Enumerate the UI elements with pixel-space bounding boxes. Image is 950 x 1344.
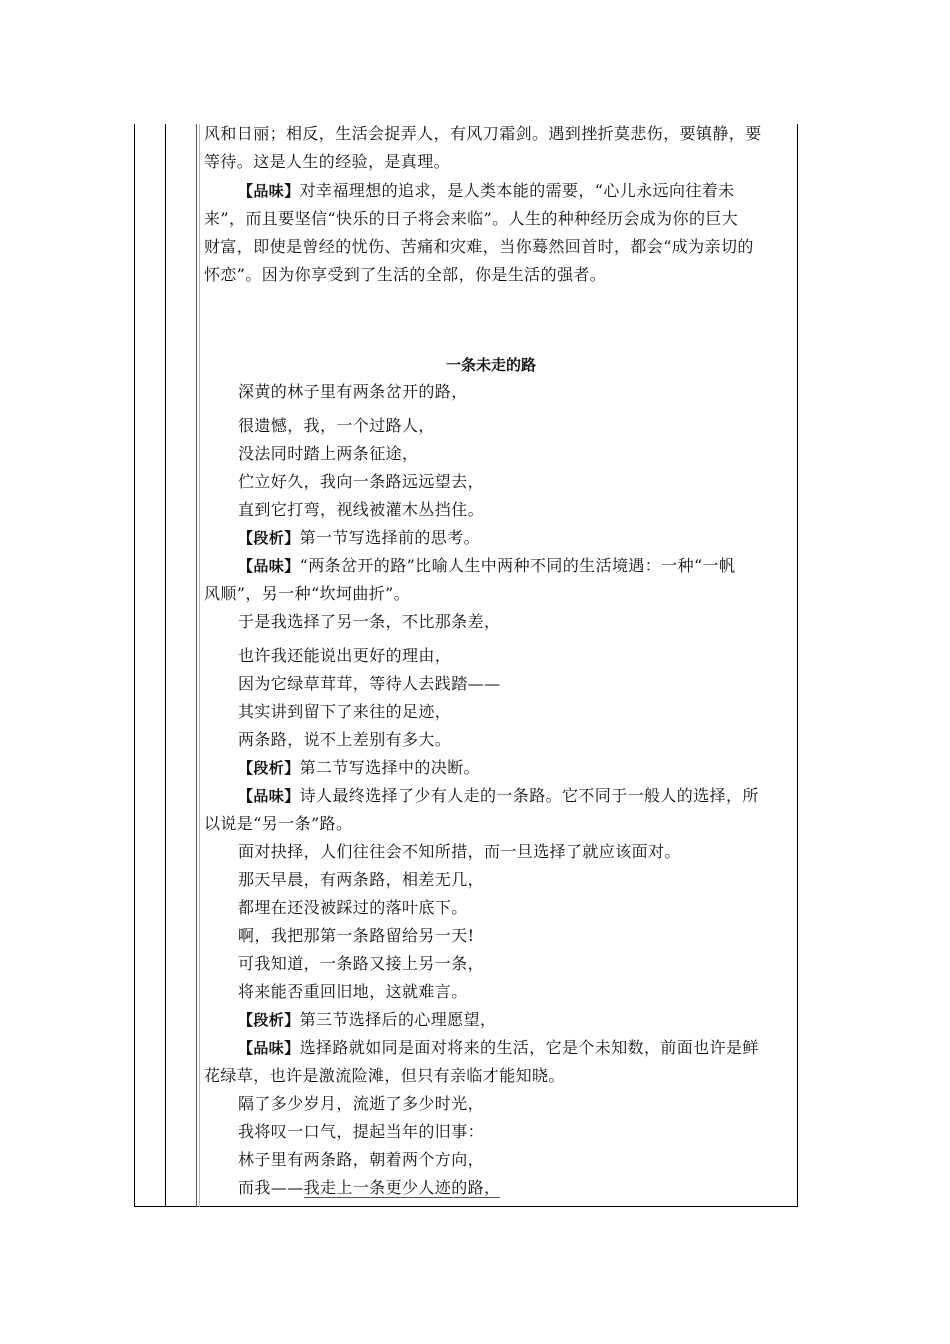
pinwei-paragraph (238, 786, 759, 806)
poem-line: 直到它打弯，视线被灌木丛挡住。 (238, 500, 485, 519)
duanxi-label: 【段析】 (238, 1011, 300, 1029)
poem-line (238, 382, 468, 402)
text-span: “两条岔开的路”比喻人生中两种不同的生活境遇：一种“一帆 (299, 556, 736, 575)
column-divider (199, 124, 200, 1207)
pinwei-paragraph (238, 556, 735, 576)
poem-line: 因为它绿草茸茸，等待人去践踏—— (238, 674, 501, 693)
pinwei-label: 【品味】 (238, 557, 300, 575)
pinwei-label: 【品味】 (238, 1039, 300, 1057)
poem-line: 将来能否重回旧地，这就难言。 (238, 982, 468, 1001)
text-line: 风和日丽；相反，生活会捉弄人，有风刀霜剑。遇到挫折莫悲伤，要镇静，要 (204, 124, 762, 143)
poem-line: 也许我还能说出更好的理由， (238, 646, 452, 665)
poem-line: 很遗憾，我，一个过路人， (238, 416, 435, 435)
text-span: 而我—— (238, 1178, 304, 1197)
poem-line (238, 1178, 500, 1198)
pinwei-label: 【品味】 (238, 787, 300, 805)
text-span: 第一节写选择前的思考。 (299, 528, 481, 547)
poem-line: 啊，我把那第一条路留给另一天! (238, 926, 475, 945)
text-line: 风顺”，另一种“坎坷曲折”。 (204, 584, 411, 603)
poem-title: 一条未走的路 (446, 356, 537, 374)
text-line: 面对抉择，人们往往会不知所措，而一旦选择了就应该面对。 (238, 842, 681, 861)
poem-line: 其实讲到留下了来往的足迹， (238, 702, 452, 721)
duanxi-label: 【段析】 (238, 759, 300, 777)
text-line: 来”，而且要坚信“快乐的日子将会来临”。人生的种种经历会成为你的巨大 (204, 209, 739, 228)
poem-line: 那天早晨，有两条路，相差无几， (238, 870, 485, 889)
column-divider (196, 124, 197, 1207)
duanxi-paragraph (238, 758, 480, 778)
poem-line: 林子里有两条路，朝着两个方向， (238, 1150, 485, 1169)
text-line: 财富，即使是曾经的忧伤、苦痛和灾难，当你蓦然回首时，都会“成为亲切的 (204, 237, 754, 256)
poem-line-text: 深黄的林子里有两条岔开的路， (238, 382, 468, 401)
text-span: 选择路就如同是面对将来的生活，它是个未知数，前面也许是鲜 (299, 1038, 759, 1057)
text-line: 怀恋”。因为你享受到了生活的全部，你是生活的强者。 (204, 265, 607, 284)
poem-line: 我将叹一口气，提起当年的旧事： (238, 1122, 485, 1141)
poem-line: 于是我选择了另一条，不比那条差， (238, 612, 501, 631)
text-line: 花绿草，也许是激流险滩，但只有亲临才能知晓。 (204, 1066, 565, 1085)
underlined-text: 我走上一条更少人迹的路， (303, 1178, 501, 1197)
pinwei-paragraph (238, 181, 735, 201)
pinwei-label: 【品味】 (238, 182, 300, 200)
pinwei-paragraph (238, 1038, 759, 1058)
column-divider (165, 124, 166, 1207)
text-span: 第三节选择后的心理愿望， (299, 1010, 497, 1029)
poem-line: 没法同时踏上两条征途， (238, 444, 419, 463)
text-span: 诗人最终选择了少有人走的一条路。它不同于一般人的选择，所 (299, 786, 759, 805)
poem-line: 伫立好久，我向一条路远远望去， (238, 472, 485, 491)
text-line: 等待。这是人生的经验，是真理。 (204, 152, 451, 171)
poem-line: 两条路，说不上差别有多大。 (238, 730, 452, 749)
text-span: 第二节写选择中的决断。 (299, 758, 481, 777)
poem-line: 隔了多少岁月，流逝了多少时光， (238, 1094, 485, 1113)
text-line: 以说是“另一条”路。 (204, 814, 353, 833)
text-span: 对幸福理想的追求，是人类本能的需要，“心儿永远向往着未 (299, 181, 735, 200)
duanxi-label: 【段析】 (238, 529, 300, 547)
duanxi-paragraph (238, 1010, 496, 1030)
poem-line: 都埋在还没被踩过的落叶底下。 (238, 898, 468, 917)
duanxi-paragraph (238, 528, 480, 548)
poem-line: 可我知道，一条路又接上另一条， (238, 954, 485, 973)
